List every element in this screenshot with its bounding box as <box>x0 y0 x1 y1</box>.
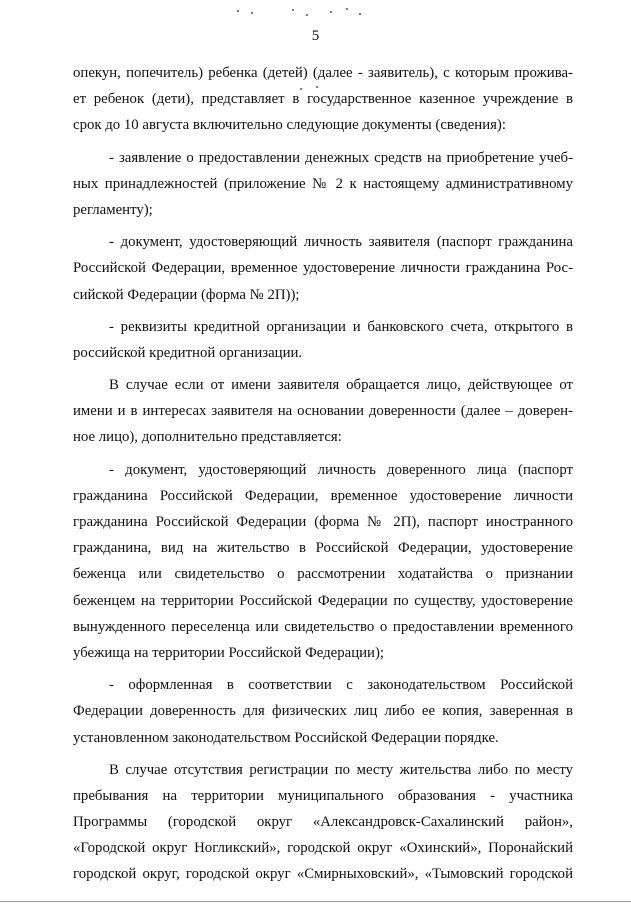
document-body <box>73 60 573 888</box>
text-line: гражданина, вид на жительство в Российской Федерации, удостоверение <box>73 540 573 557</box>
text-line: ных принадлежностей (приложение № 2 к настоящему административному <box>73 175 573 192</box>
text-line: установленном законодательством Российской Федерации порядке. <box>73 729 499 746</box>
text-line: - оформленная в соответствии с законодательством Российской <box>109 677 573 694</box>
text-line: ет ребенок (дети), представляет в государственное казенное учреждение в <box>73 91 573 108</box>
text-line: - документ, удостоверяющий личность заявителя (паспорт гражданина <box>109 234 573 251</box>
text-line: Программы (городской округ «Александровск-Сахалинский район», <box>73 814 573 831</box>
text-line: - заявление о предоставлении денежных средств на приобретение учеб- <box>109 149 573 166</box>
text-line: пребывания на территории муниципального образования - участника <box>73 787 573 804</box>
scan-speckle <box>346 8 348 10</box>
text-line: российской кредитной организации. <box>73 344 303 361</box>
scan-speckle <box>306 14 308 16</box>
scan-speckle <box>300 88 302 90</box>
text-line: срок до 10 августа включительно следующие документы (сведения): <box>73 117 506 134</box>
text-line: - документ, удостоверяющий личность доверенного лица (паспорт <box>109 461 573 478</box>
text-line: опекун, попечитель) ребенка (детей) (далее - заявитель), с которым прожива- <box>73 65 573 81</box>
text-line: вынужденного переселенца или свидетельство о предоставлении временного <box>73 618 573 635</box>
text-line: В случае отсутствия регистрации по месту жительства либо по месту <box>109 761 573 778</box>
text-line: «Городской округ Ногликский», городской округ «Охинский», Поронайский <box>73 840 573 857</box>
scan-speckle <box>330 11 332 13</box>
text-line: регламенту); <box>73 201 153 218</box>
text-line: имени и в интересах заявителя на основании доверенности (далее – доверен- <box>73 403 573 420</box>
text-line: гражданина Российской Федерации (форма № 2П), паспорт иностранного <box>73 514 573 530</box>
scan-edge-line <box>0 901 631 902</box>
text-line: беженца или свидетельство о рассмотрении ходатайства о признании <box>73 566 573 583</box>
text-line: убежища на территории Российской Федерации); <box>73 644 384 661</box>
text-line: В случае если от имени заявителя обращается лицо, действующее от <box>109 377 573 394</box>
scan-speckle <box>359 13 361 15</box>
scan-speckle <box>251 12 253 14</box>
text-line: сийской Федерации (форма № 2П)); <box>73 286 300 303</box>
scan-speckle <box>316 86 318 88</box>
text-line: ное лицо), дополнительно представляется: <box>73 429 342 446</box>
text-line: городской округ, городской округ «Смирныховский», «Тымовский городской <box>73 866 573 883</box>
text-line: гражданина Российской Федерации, временное удостоверение личности <box>73 487 573 504</box>
text-line: беженцем на территории Российской Федерации по существу, удостоверение <box>73 592 573 609</box>
text-line: - реквизиты кредитной организации и банковского счета, открытого в <box>109 318 573 335</box>
text-line: Российской Федерации, временное удостоверение личности гражданина Рос- <box>73 260 573 277</box>
text-line: Федерации доверенность для физических лиц либо ее копия, заверенная в <box>73 703 573 720</box>
page-number: 5 <box>311 28 320 44</box>
scan-speckle <box>292 9 294 11</box>
scan-speckle <box>237 10 239 12</box>
